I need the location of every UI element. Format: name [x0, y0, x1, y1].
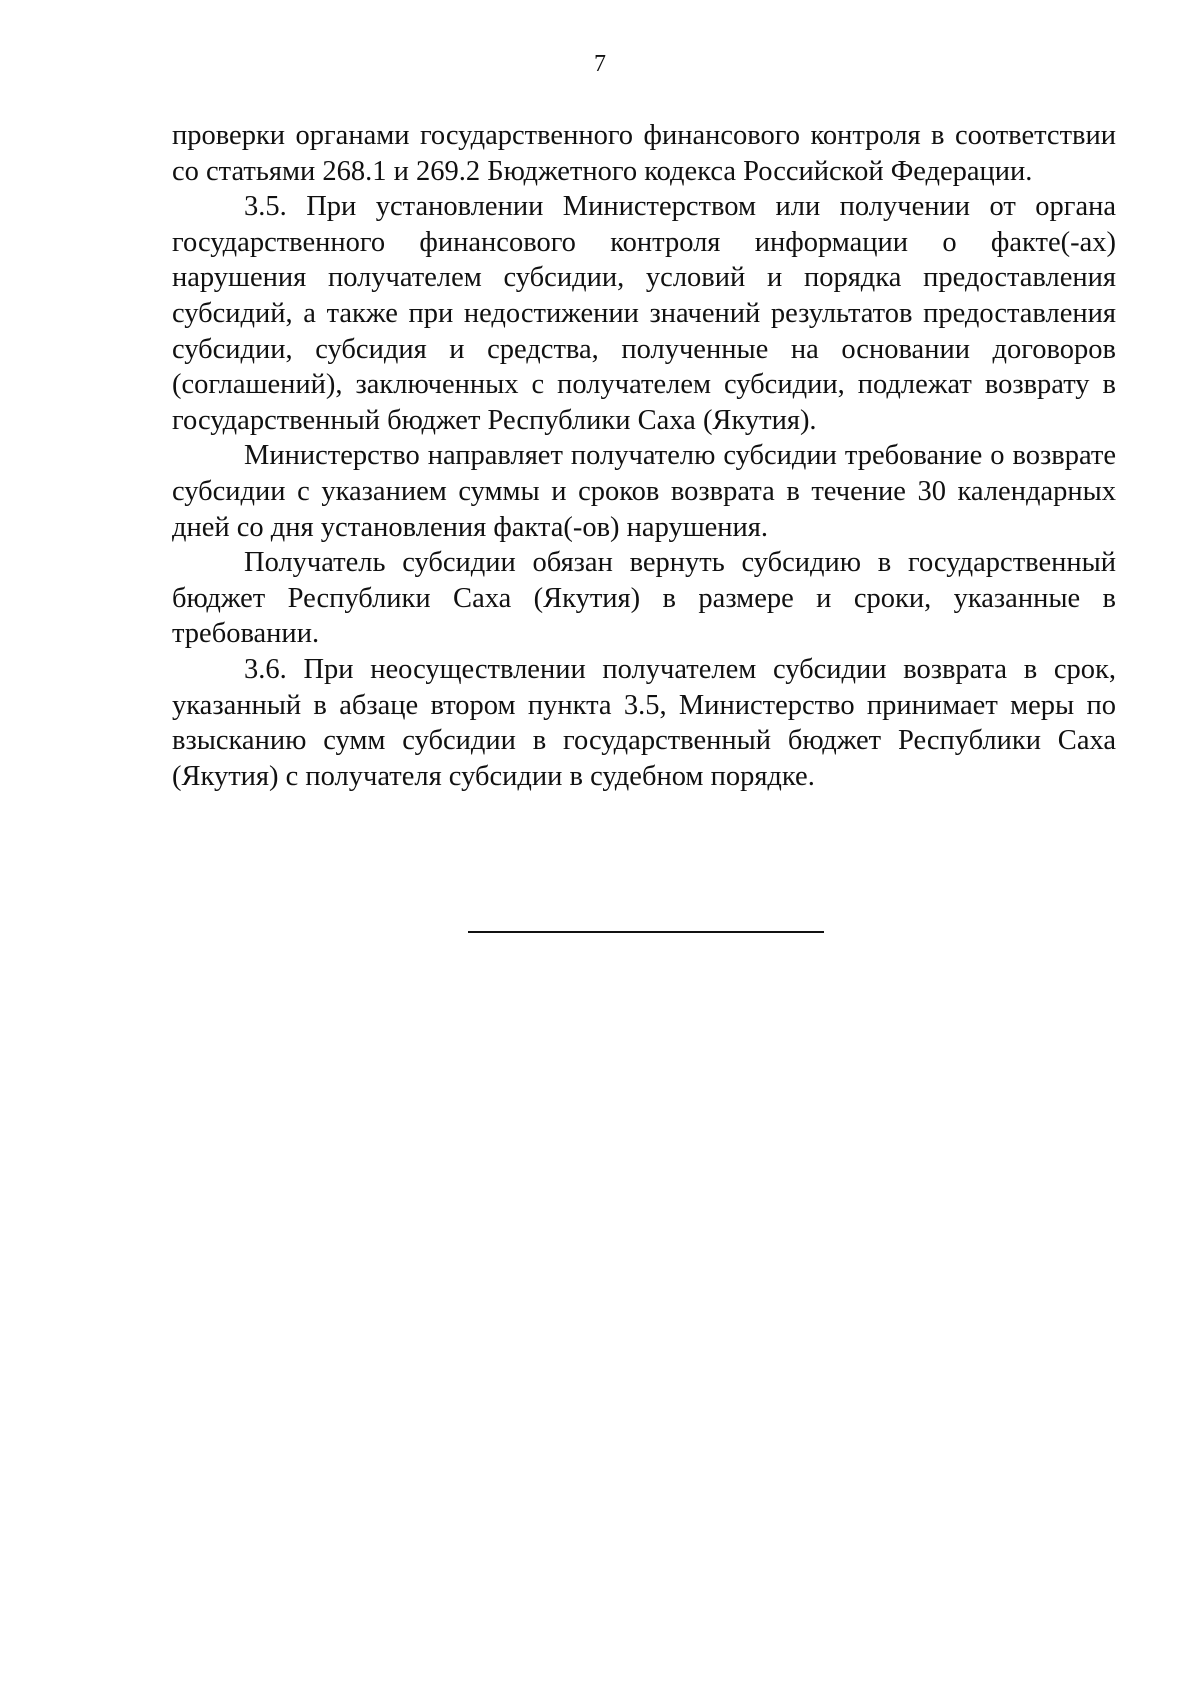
- paragraph-continuation: проверки органами государственного финансового контроля в соответствии со статьями 268.1 и 269.2 Бюджетного кодекса Российской Федерации.: [172, 120, 1116, 187]
- paragraph-return-requirement: Министерство направляет получателю субсидии требование о возврате субсидии с указанием суммы и сроков возврата в течение 30 календарных дней со дня установления факта(-ов) нарушения.: [172, 440, 1116, 543]
- document-body: [172, 118, 1116, 794]
- paragraph-clause-3-5: 3.5. При установлении Министерством или получении от органа государственного финансового контроля информации о факте(-ах) нарушения получателем субсидии, условий и порядка предоставления субсидий, а также при недостижении значений результатов предоставления субсидии, субсидия и средства, полученные на основании договоров (соглашений), заключенных с получателем субсидии, подлежат возврату в государственный бюджет Республики Саха (Якутия).: [172, 191, 1116, 436]
- page-number: 7: [594, 51, 606, 77]
- paragraph-clause-3-6: 3.6. При неосуществлении получателем субсидии возврата в срок, указанный в абзаце втором пункта 3.5, Министерство принимает меры по взысканию сумм субсидии в государственный бюджет Республики Саха (Якутия) с получателя субсидии в судебном порядке.: [172, 653, 1116, 792]
- closing-divider-line: [468, 931, 824, 933]
- paragraph-return-obligation: Получатель субсидии обязан вернуть субсидию в государственный бюджет Республики Саха (Якутия) в размере и сроки, указанные в требовании.: [172, 547, 1116, 650]
